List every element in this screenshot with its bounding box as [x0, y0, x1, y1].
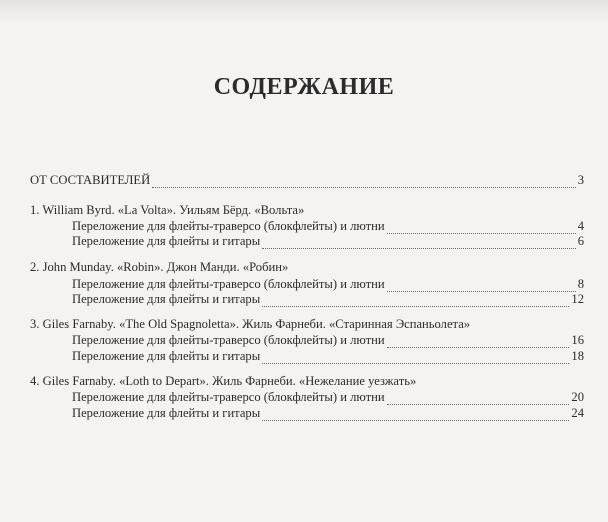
toc-section-heading: 3. Giles Farnaby. «The Old Spagnoletta». Жиль Фарнеби. «Старинная Эспаньолета» [30, 317, 471, 331]
toc-leader-dots [387, 223, 576, 234]
toc-leader-dots [387, 281, 576, 292]
toc-page-number: 4 [577, 219, 584, 233]
toc-leader-dots [262, 353, 569, 364]
toc-leader-dots [152, 177, 576, 188]
toc-page-number: 24 [571, 406, 584, 420]
toc-entry-label: Переложение для флейты-траверсо (блокфлейты) и лютни [72, 219, 385, 233]
toc-entry-label: Переложение для флейты-траверсо (блокфлейты) и лютни [72, 333, 385, 347]
toc-entry [72, 332, 584, 348]
toc-leader-dots [262, 296, 569, 307]
toc-entry [72, 291, 584, 307]
toc-section-heading: 4. Giles Farnaby. «Loth to Depart». Жиль Фарнеби. «Нежелание уезжать» [30, 374, 417, 388]
toc-page-number: 6 [577, 234, 584, 248]
toc-section-heading: 2. John Munday. «Robin». Джон Манди. «Робин» [30, 260, 289, 274]
toc-entry [72, 348, 584, 364]
toc-entry-label: ОТ СОСТАВИТЕЛЕЙ [30, 173, 151, 187]
toc-entry [72, 218, 584, 234]
toc-leader-dots [387, 337, 570, 348]
page-title: СОДЕРЖАНИЕ [213, 74, 395, 100]
toc-leader-dots [387, 394, 570, 405]
toc-page-number: 16 [571, 333, 584, 347]
toc-entry-label: Переложение для флейты и гитары [72, 292, 261, 306]
toc-entry [72, 389, 584, 405]
toc-page-number: 18 [571, 349, 584, 363]
toc-page-number: 8 [577, 277, 584, 291]
toc-entry-label: Переложение для флейты и гитары [72, 234, 261, 248]
toc-page-number: 3 [577, 173, 584, 187]
toc-entry [72, 405, 584, 421]
toc-page-number: 20 [571, 390, 584, 404]
toc-entry-label: Переложение для флейты и гитары [72, 406, 261, 420]
toc-entry [72, 276, 584, 292]
toc-entry-label: Переложение для флейты-траверсо (блокфлейты) и лютни [72, 390, 385, 404]
toc-leader-dots [262, 238, 576, 249]
toc-entry-label: Переложение для флейты-траверсо (блокфлейты) и лютни [72, 277, 385, 291]
page-top-shadow [0, 0, 608, 22]
toc-entry-label: Переложение для флейты и гитары [72, 349, 261, 363]
toc-entry-intro [30, 172, 584, 188]
toc-section-heading: 1. William Byrd. «La Volta». Уильям Бёрд. «Вольта» [30, 203, 305, 217]
toc-entry [72, 233, 584, 249]
toc-page-number: 12 [571, 292, 584, 306]
toc-leader-dots [262, 410, 569, 421]
